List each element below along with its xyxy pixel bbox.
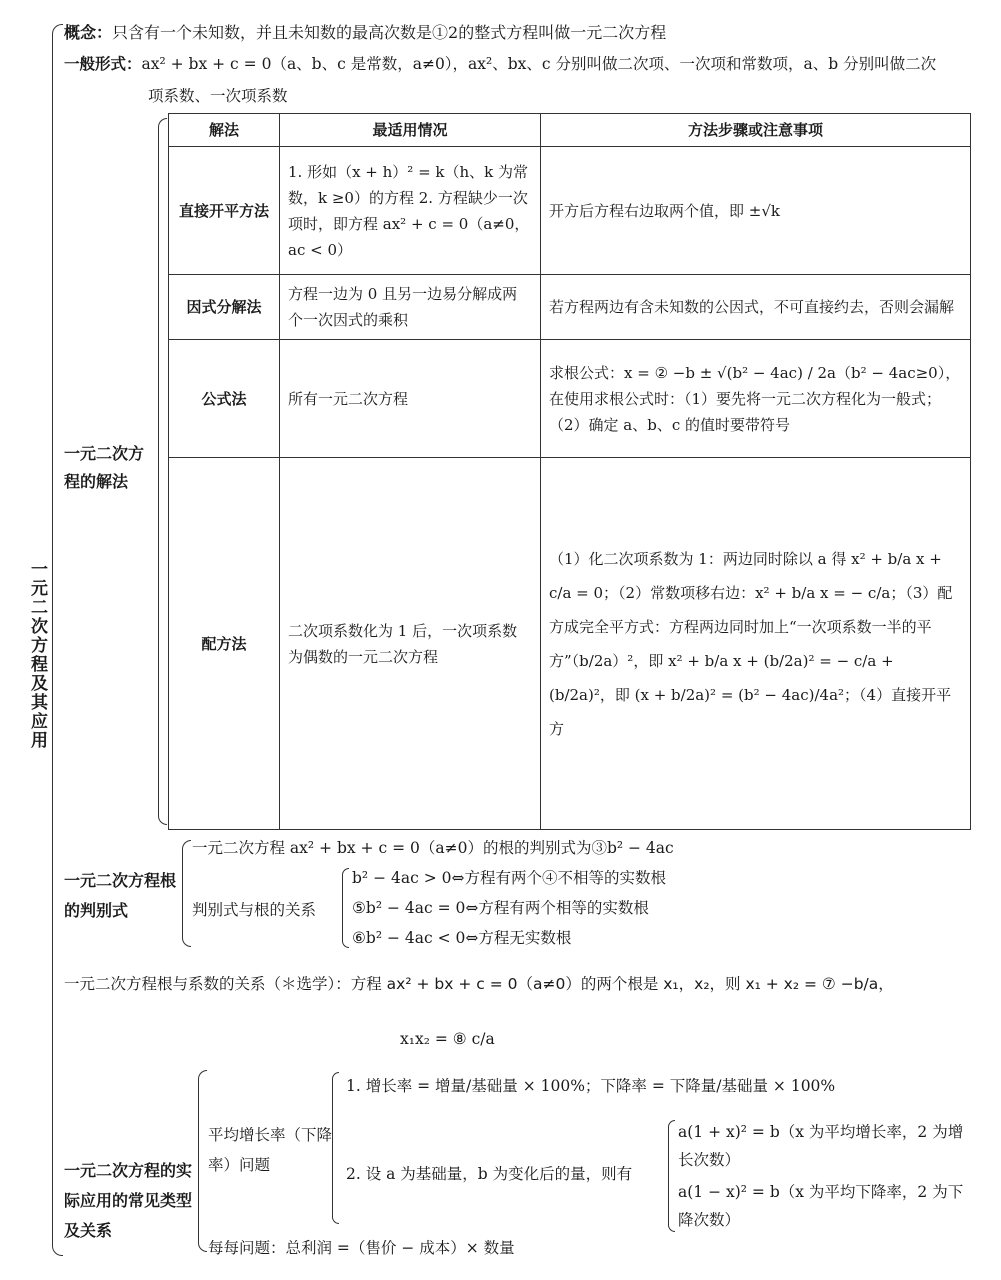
table-row [169, 340, 971, 458]
discriminant-line: 一元二次方程 ax² + bx + c = 0（a≠0）的根的判别式为③b² − 4ac [192, 839, 674, 857]
concept-label: 概念： [64, 23, 113, 42]
notes-cell: 若方程两边有含未知数的公因式，不可直接约去，否则会漏解 [541, 275, 971, 340]
vieta-line2: x₁x₂ = ⑧ c/a [400, 1030, 495, 1048]
table-row [169, 458, 971, 830]
growth-item2: 2. 设 a 为基础量，b 为变化后的量，则有 [346, 1165, 633, 1183]
applications-label: 一元二次方程的实际应用的常见类型及关系 [64, 1161, 193, 1240]
table-header-row [169, 114, 971, 147]
solutions-label: 一元二次方程的解法 [64, 444, 145, 491]
relation-label: 判别式与根的关系 [192, 901, 317, 919]
header-case: 最适用情况 [280, 114, 541, 147]
main-brace [52, 24, 63, 1256]
profit-line: 每每问题：总利润 =（售价 − 成本）× 数量 [208, 1239, 515, 1257]
relation-case-positive: b² − 4ac > 0⇔方程有两个④不相等的实数根 [352, 869, 666, 887]
notes-cell: 求根公式：x = ② −b ± √(b² − 4ac) / 2a（b² − 4ac≥0），在使用求根公式时：（1）要先将一元二次方程化为一般式；（2）确定 a、b、c 的值时要带符号 [541, 340, 971, 458]
table-row [169, 147, 971, 275]
growth-label: 平均增长率（下降率）问题 [208, 1126, 333, 1174]
growth-item1: 1. 增长率 = 增量/基础量 × 100%；下降率 = 下降量/基础量 × 100% [346, 1077, 836, 1095]
main-title: 一元二次方程及其应用 [27, 560, 47, 750]
formula-brace [668, 1120, 675, 1232]
method-cell: 配方法 [169, 458, 280, 830]
concept-line [64, 20, 666, 43]
vieta-line1: 一元二次方程根与系数的关系（＊选学）：方程 ax² + bx + c = 0（a≠0）的两个根是 x₁，x₂，则 x₁ + x₂ = ⑦ −b/a， [64, 975, 894, 993]
relation-brace [342, 868, 349, 948]
solutions-brace [158, 118, 167, 825]
case-cell: 二次项系数化为 1 后，一次项系数为偶数的一元二次方程 [280, 458, 541, 830]
relation-case-zero: ⑤b² − 4ac = 0⇔方程有两个相等的实数根 [352, 899, 649, 917]
discriminant-brace [182, 840, 191, 947]
formula-growth: a(1 + x)² = b（x 为平均增长率，2 为增长次数） [678, 1123, 964, 1169]
relation-case-negative: ⑥b² − 4ac < 0⇔方程无实数根 [352, 929, 572, 947]
header-notes: 方法步骤或注意事项 [541, 114, 971, 147]
general-form-line1 [64, 52, 936, 74]
case-cell: 1. 形如（x + h）² = k（h、k 为常数，k ≥0）的方程 2. 方程缺少一次项时，即方程 ax² + c = 0（a≠0，ac < 0） [280, 147, 541, 275]
method-cell: 因式分解法 [169, 275, 280, 340]
formula-decline: a(1 − x)² = b（x 为平均下降率，2 为下降次数） [678, 1183, 964, 1229]
general-form-line2: 项系数、一次项系数 [148, 87, 288, 105]
header-method: 解法 [169, 114, 280, 147]
applications-brace [198, 1070, 207, 1252]
discriminant-label: 一元二次方程根的判别式 [64, 871, 177, 920]
general-form-text: ax² + bx + c = 0（a、b、c 是常数，a≠0），ax²、bx、c 分别叫做二次项、一次项和常数项，a、b 分别叫做二次 [141, 55, 937, 73]
growth-brace [332, 1072, 339, 1224]
notes-cell: 开方后方程右边取两个值，即 ±√k [541, 147, 971, 275]
case-cell: 方程一边为 0 且另一边易分解成两个一次因式的乘积 [280, 275, 541, 340]
general-form-label: 一般形式： [64, 55, 142, 73]
solutions-table [168, 113, 971, 830]
table-row [169, 275, 971, 340]
case-cell: 所有一元二次方程 [280, 340, 541, 458]
notes-cell: （1）化二次项系数为 1：两边同时除以 a 得 x² + b/a x + c/a = 0；（2）常数项移右边：x² + b/a x = − c/a；（3）配方成完全平方式：方程两边同时加上“一次项系数一半的平方”（b/2a）²，即 x² + b/a x + (b/2a)² = − c/a + (b/2a)²，即 (x + b/2a)² = (b² − 4ac)/4a²；（4）直接开平方 [541, 458, 971, 830]
method-cell: 公式法 [169, 340, 280, 458]
method-cell: 直接开平方法 [169, 147, 280, 275]
concept-text: 只含有一个未知数，并且未知数的最高次数是①2的整式方程叫做一元二次方程 [112, 23, 667, 42]
